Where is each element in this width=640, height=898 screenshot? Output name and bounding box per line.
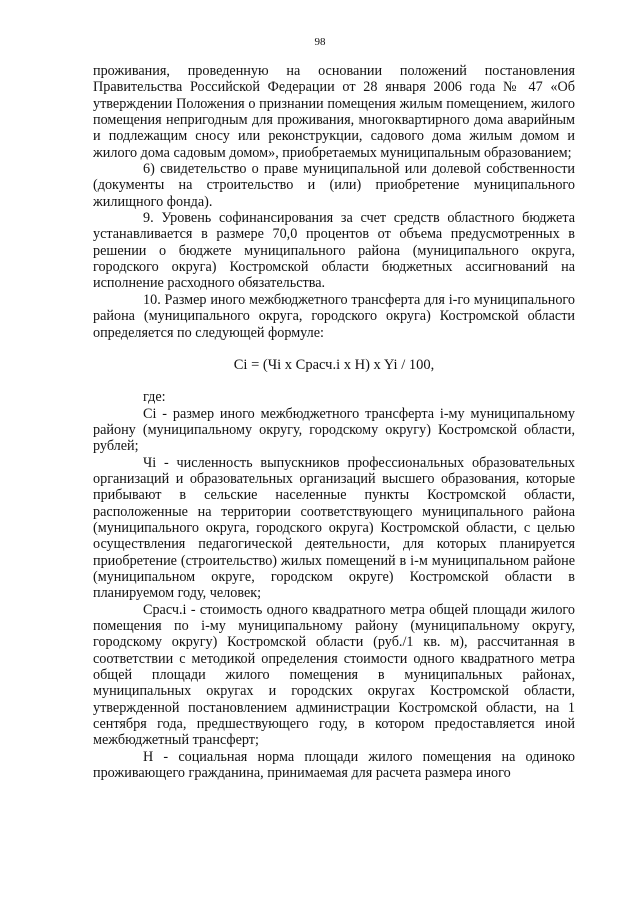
definition-h: H - социальная норма площади жилого помещения на одиноко проживающего гражданина, принимаемая для расчета размера иного: [93, 748, 575, 782]
paragraph-section-10: 10. Размер иного межбюджетного трансферта для i-го муниципального района (муниципального округа, городского округа) Костромской области определяется по следующей формуле:: [93, 291, 575, 341]
page-number: 98: [314, 36, 326, 48]
definition-srasch: Срасч.i - стоимость одного квадратного метра общей площади жилого помещения по i-му муниципальному району (муниципальному округу, городскому округу) Костромской области (руб./1 кв. м), рассчитанная в соответствии с методикой определения стоимости одного квадратного метра общей площади жилого помещения в муниципальных районах, муниципальных округах и городских округах Костромской области, утвержденной постановлением администрации Костромской области, на 1 сентября года, предшествующего году, в котором предоставляется иной межбюджетный трансферт;: [93, 601, 575, 749]
definition-ci: Ci - размер иного межбюджетного трансферта i-му муниципальному району (муниципальному округу, городскому округу) Костромской области, рублей;: [93, 405, 575, 455]
document-body: [93, 63, 575, 781]
paragraph-item-6: 6) свидетельство о праве муниципальной или долевой собственности (документы на строительство и (или) приобретение муниципального жилищного фонда).: [93, 161, 575, 210]
where-label: где:: [143, 389, 166, 406]
paragraph-section-9: 9. Уровень софинансирования за счет средств областного бюджета устанавливается в размере 70,0 процентов от объема предусмотренных в решении о бюджете муниципального района (муниципального округа, городского округа) Костромской области бюджетных ассигнований на исполнение расходного обязательства.: [93, 210, 575, 292]
definition-chi: Чi - численность выпускников профессиональных образовательных организаций и образовательных организаций высшего образования, которые прибывают в сельские населенные пункты Костромской области, расположенные на территории соответствующего муниципального района (муниципального округа, городского округа) Костромской области, с целью осуществления педагогической деятельности, для которых планируется приобретение (строительство) жилых помещений в i-м муниципальном районе (муниципальном округе, городском округе) Костромской области в планируемом году, человек;: [93, 454, 575, 602]
paragraph-continuation: проживания, проведенную на основании положений постановления Правительства Российской Федерации от 28 января 2006 года № 47 «Об утверждении Положения о признании помещения жилым помещением, жилого помещения непригодным для проживания, многоквартирного дома аварийным и подлежащим сносу или реконструкции, садового дома жилым домом и жилого дома садовым домом», приобретаемых муниципальным образованием;: [93, 63, 575, 161]
formula: Ci = (Чi x Срасч.i x H) x Yi / 100,: [233, 356, 435, 373]
